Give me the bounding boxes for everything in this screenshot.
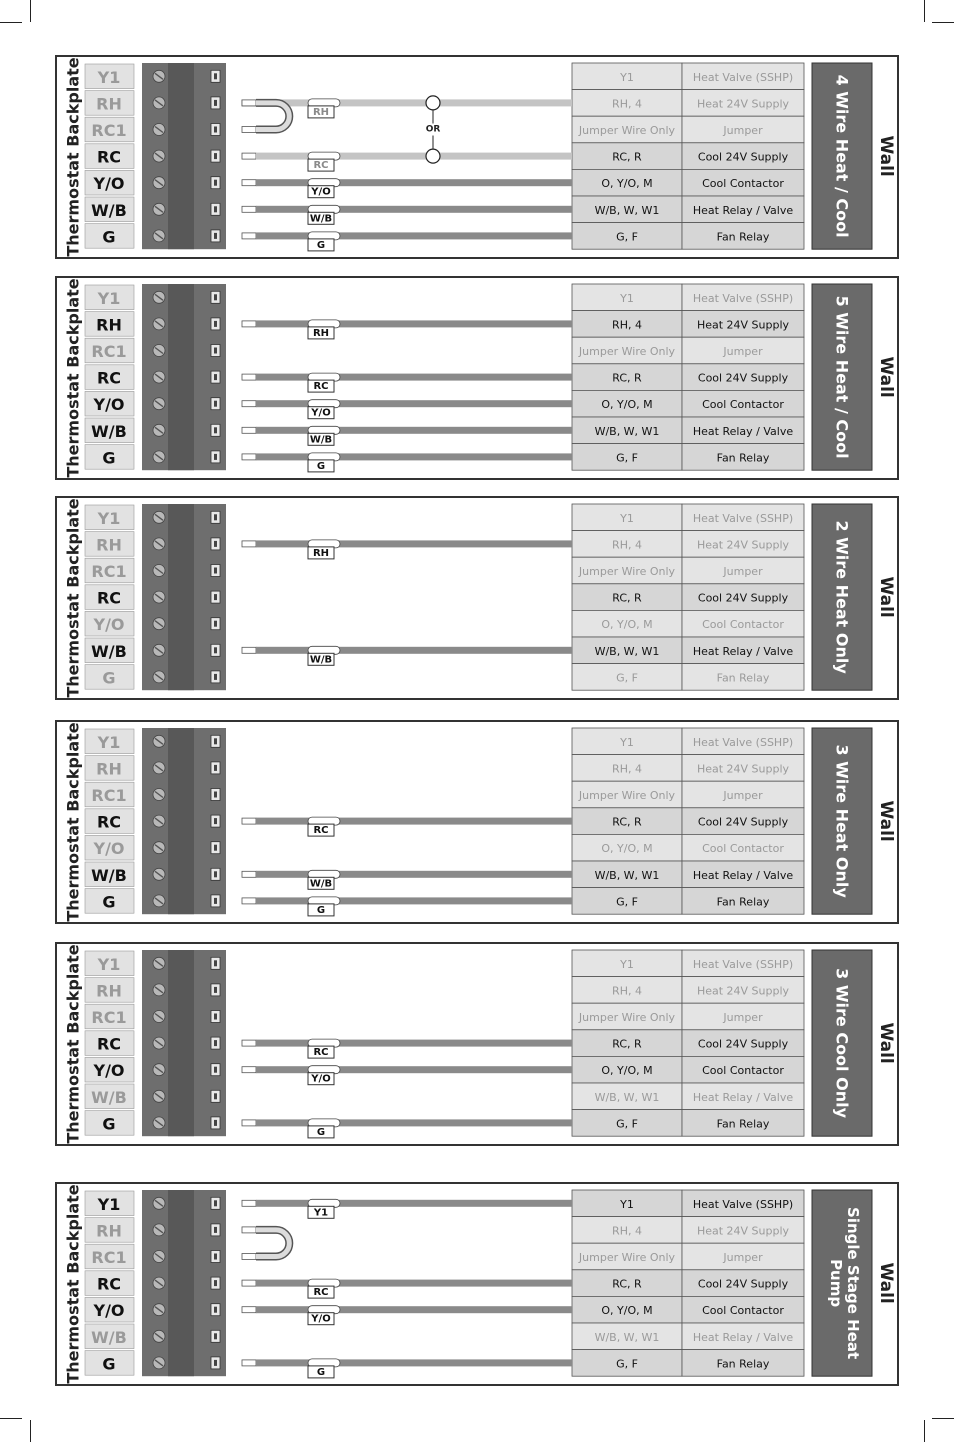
wall-wire-label: G, F <box>616 1357 638 1371</box>
wall-wire-label: O, Y/O, M <box>601 842 653 856</box>
wall-label: Wall <box>876 1262 896 1304</box>
wire-port-hole-icon <box>214 647 217 653</box>
wall-function-label: Heat Valve (SSHP) <box>692 1197 794 1211</box>
terminal-label: RC <box>96 1274 122 1294</box>
panel <box>56 497 898 699</box>
wall-wire-label: O, Y/O, M <box>601 1064 653 1078</box>
wire-port-hole-icon <box>214 1093 217 1099</box>
wall-wire-label: RH, 4 <box>612 762 642 776</box>
wire-port-hole-icon <box>214 127 217 133</box>
jumper-end <box>242 100 256 106</box>
wall-wire-label: G, F <box>616 230 638 244</box>
terminal-label: Y1 <box>97 288 121 308</box>
wall-function-label: Cool 24V Supply <box>697 150 789 164</box>
wall-function-label: Cool 24V Supply <box>697 371 789 385</box>
wall-function-label: Heat Valve (SSHP) <box>692 511 794 525</box>
terminal-label: RC <box>96 368 122 388</box>
wire-port-hole-icon <box>214 374 217 380</box>
terminal-label: W/B <box>91 641 127 661</box>
wire-stripped-end <box>242 647 256 653</box>
wire <box>256 1280 572 1287</box>
terminal-label: W/B <box>91 200 127 220</box>
wire-tag-label: RC <box>313 160 329 172</box>
wire <box>256 374 572 381</box>
wall-wire-label: W/B, W, W1 <box>594 644 660 658</box>
jumper-end <box>242 127 256 133</box>
wall-function-label: Fan Relay <box>716 230 770 244</box>
wire-port-hole-icon <box>214 1200 217 1206</box>
wire-port-hole-icon <box>214 1254 217 1260</box>
wire-port-hole-icon <box>214 427 217 433</box>
wire-tag-label: G <box>316 460 326 472</box>
terminal-label: W/B <box>91 865 127 885</box>
wire-tag-label: Y/O <box>311 186 331 198</box>
wall-wire-label: Y1 <box>620 735 634 749</box>
terminal-label: G <box>102 448 116 468</box>
wire-tag-label: RC <box>313 381 329 393</box>
wall-wire-label: RH, 4 <box>612 984 642 998</box>
wall-function-label: Cool Contactor <box>702 618 784 632</box>
terminal-block-strip <box>168 63 194 249</box>
terminal-label: RC1 <box>91 786 127 805</box>
wire <box>256 647 572 654</box>
wall-wire-label: W/B, W, W1 <box>594 424 660 438</box>
wall-function-label: Cool Contactor <box>702 842 784 856</box>
terminal-block-strip <box>168 728 194 914</box>
wall-wire-label: Y1 <box>620 1197 634 1211</box>
jumper-end <box>242 1227 256 1233</box>
jumper-end <box>242 1254 256 1260</box>
wire-port-hole-icon <box>214 1280 217 1286</box>
terminal-label: RC <box>96 812 122 832</box>
wall-function-label: Jumper <box>723 124 763 137</box>
wire-tag-label: RH <box>312 547 330 559</box>
config-title: 5 Wire Heat / Cool <box>832 295 852 459</box>
wire-stripped-end <box>242 180 256 186</box>
wire-port-hole-icon <box>214 1333 217 1339</box>
wall-wire-label: W/B, W, W1 <box>594 868 660 882</box>
wall-wire-label: G, F <box>616 451 638 465</box>
terminal-label: Y/O <box>93 395 125 415</box>
wall-function-label: Heat Relay / Valve <box>692 203 794 217</box>
wire-port-hole-icon <box>214 1360 217 1366</box>
wire <box>256 320 572 327</box>
terminal-label: G <box>102 227 116 247</box>
wall-label: Wall <box>876 576 896 618</box>
side-label: Thermostat Backplate <box>63 498 83 698</box>
wall-function-label: Jumper <box>723 345 763 358</box>
wall-wire-label: Jumper Wire Only <box>578 1251 676 1264</box>
wire-tag-label: W/B <box>309 654 333 666</box>
wire-stripped-end <box>242 871 256 877</box>
wire-port-hole-icon <box>214 1014 217 1020</box>
wire-port-hole-icon <box>214 621 217 627</box>
panel <box>56 277 898 479</box>
terminal-label: Y1 <box>97 954 121 974</box>
wall-wire-label: O, Y/O, M <box>601 177 653 191</box>
wire-tag-label: RC <box>313 825 329 837</box>
wire-port-hole-icon <box>214 818 217 824</box>
or-switch-node <box>426 149 440 163</box>
wall-function-label: Jumper <box>723 565 763 578</box>
wall-function-label: Jumper <box>723 789 763 802</box>
panel <box>56 1183 898 1385</box>
wire-port-hole-icon <box>214 100 217 106</box>
wire <box>256 897 572 904</box>
wire-port-hole-icon <box>214 987 217 993</box>
terminal-label: G <box>102 668 116 688</box>
wall-function-label: Jumper <box>723 1011 763 1024</box>
wall-function-label: Fan Relay <box>716 895 770 909</box>
wall-wire-label: RC, R <box>612 150 642 164</box>
wall-wire-label: W/B, W, W1 <box>594 1330 660 1344</box>
wall-wire-label: RH, 4 <box>612 1224 642 1238</box>
terminal-label: G <box>102 1114 116 1134</box>
side-label: Thermostat Backplate <box>63 722 83 922</box>
terminal-label: W/B <box>91 1327 127 1347</box>
wire-port-hole-icon <box>214 514 217 520</box>
wall-function-label: Fan Relay <box>716 451 770 465</box>
wall-wire-label: RH, 4 <box>612 318 642 332</box>
config-title: 4 Wire Heat / Cool <box>832 74 852 238</box>
wall-wire-label: RC, R <box>612 1277 642 1291</box>
wire-stripped-end <box>242 233 256 239</box>
wall-wire-label: Jumper Wire Only <box>578 1011 676 1024</box>
terminal-label: RC1 <box>91 121 127 140</box>
wall-wire-label: G, F <box>616 895 638 909</box>
wire-tag-label: Y/O <box>311 1313 331 1325</box>
wall-function-label: Heat Valve (SSHP) <box>692 291 794 305</box>
terminal-label: Y1 <box>97 508 121 528</box>
wire-stripped-end <box>242 1307 256 1313</box>
terminal-block-strip <box>168 284 194 470</box>
terminal-block-strip <box>168 1190 194 1376</box>
wire <box>256 1359 572 1366</box>
wall-wire-label: Y1 <box>620 70 634 84</box>
wall-wire-label: O, Y/O, M <box>601 398 653 412</box>
terminal-label: RC <box>96 147 122 167</box>
panel <box>56 721 898 923</box>
wire-tag-label: RH <box>312 327 330 339</box>
terminal-label: RH <box>96 981 122 1001</box>
terminal-label: Y/O <box>93 1301 125 1321</box>
terminal-label: RC <box>96 588 122 608</box>
config-title-line: Single Stage Heat <box>844 1207 862 1360</box>
terminal-label: Y1 <box>97 732 121 752</box>
terminal-label: RC1 <box>91 1248 127 1267</box>
terminal-label: RH <box>96 535 122 555</box>
wire-port-hole-icon <box>214 1040 217 1046</box>
wall-function-label: Heat Relay / Valve <box>692 1330 794 1344</box>
terminal-label: RC1 <box>91 1008 127 1027</box>
wall-function-label: Heat Relay / Valve <box>692 424 794 438</box>
wire-stripped-end <box>242 321 256 327</box>
wire-port-hole-icon <box>214 541 217 547</box>
wire <box>256 1066 572 1073</box>
wire <box>256 99 572 106</box>
wire <box>256 179 572 186</box>
wire-port-hole-icon <box>214 738 217 744</box>
wall-wire-label: Jumper Wire Only <box>578 789 676 802</box>
config-title: 3 Wire Heat Only <box>832 744 852 898</box>
terminal-label: Y1 <box>97 1194 121 1214</box>
wall-wire-label: RH, 4 <box>612 97 642 111</box>
wire <box>256 1119 572 1126</box>
terminal-block-strip <box>168 504 194 690</box>
wall-function-label: Jumper <box>723 1251 763 1264</box>
wall-function-label: Cool Contactor <box>702 177 784 191</box>
wall-function-label: Cool 24V Supply <box>697 815 789 829</box>
wire-port-hole-icon <box>214 845 217 851</box>
wall-function-label: Heat Relay / Valve <box>692 868 794 882</box>
wall-function-label: Heat 24V Supply <box>696 318 790 332</box>
wire <box>256 540 572 547</box>
wire <box>256 1200 572 1207</box>
wire <box>256 1306 572 1313</box>
terminal-label: Y1 <box>97 67 121 87</box>
config-title: 2 Wire Heat Only <box>832 520 852 674</box>
wire-stripped-end <box>242 1360 256 1366</box>
wire-stripped-end <box>242 1120 256 1126</box>
terminal-label: G <box>102 1354 116 1374</box>
wire-stripped-end <box>242 898 256 904</box>
wall-function-label: Fan Relay <box>716 1357 770 1371</box>
wall-function-label: Heat Relay / Valve <box>692 644 794 658</box>
terminal-label: W/B <box>91 1087 127 1107</box>
wire-stripped-end <box>242 1067 256 1073</box>
wire-port-hole-icon <box>214 454 217 460</box>
wall-wire-label: Jumper Wire Only <box>578 345 676 358</box>
wire-port-hole-icon <box>214 792 217 798</box>
wire-tag-label: G <box>316 1366 326 1378</box>
wall-function-label: Heat 24V Supply <box>696 1224 790 1238</box>
terminal-label: Y/O <box>93 615 125 635</box>
wire-stripped-end <box>242 206 256 212</box>
wire <box>256 871 572 878</box>
terminal-label: G <box>102 892 116 912</box>
terminal-label: Y/O <box>93 174 125 194</box>
wire-port-hole-icon <box>214 321 217 327</box>
wall-function-label: Heat 24V Supply <box>696 97 790 111</box>
wire-stripped-end <box>242 818 256 824</box>
wall-wire-label: Y1 <box>620 511 634 525</box>
wall-wire-label: W/B, W, W1 <box>594 1090 660 1104</box>
wire <box>256 232 572 239</box>
wall-wire-label: Jumper Wire Only <box>578 565 676 578</box>
wire-port-hole-icon <box>214 1120 217 1126</box>
wire-tag-label: G <box>316 1126 326 1138</box>
wall-function-label: Cool 24V Supply <box>697 591 789 605</box>
terminal-block-strip <box>168 950 194 1136</box>
wall-function-label: Heat 24V Supply <box>696 762 790 776</box>
wire-port-hole-icon <box>214 153 217 159</box>
or-switch-node <box>426 96 440 110</box>
wall-function-label: Heat Valve (SSHP) <box>692 735 794 749</box>
wall-wire-label: G, F <box>616 1117 638 1131</box>
wire-port-hole-icon <box>214 206 217 212</box>
wire-stripped-end <box>242 401 256 407</box>
wire-port-hole-icon <box>214 401 217 407</box>
wire-stripped-end <box>242 541 256 547</box>
wall-label: Wall <box>876 800 896 842</box>
panel <box>56 943 898 1145</box>
wall-function-label: Heat 24V Supply <box>696 538 790 552</box>
wall-function-label: Cool 24V Supply <box>697 1037 789 1051</box>
wire-port-hole-icon <box>214 960 217 966</box>
terminal-label: RC1 <box>91 342 127 361</box>
wall-function-label: Fan Relay <box>716 671 770 685</box>
wall-wire-label: G, F <box>616 671 638 685</box>
terminal-label: W/B <box>91 421 127 441</box>
wall-wire-label: O, Y/O, M <box>601 618 653 632</box>
wire-tag-label: Y1 <box>313 1207 329 1219</box>
wire-tag-label: G <box>316 904 326 916</box>
wire <box>256 1040 572 1047</box>
terminal-label: Y/O <box>93 1061 125 1081</box>
wall-wire-label: W/B, W, W1 <box>594 203 660 217</box>
wire-port-hole-icon <box>214 1307 217 1313</box>
terminal-label: RH <box>96 759 122 779</box>
wire-port-hole-icon <box>214 568 217 574</box>
wall-wire-label: RC, R <box>612 591 642 605</box>
wall-function-label: Cool Contactor <box>702 1304 784 1318</box>
wire-port-hole-icon <box>214 765 217 771</box>
wire-stripped-end <box>242 153 256 159</box>
wire-port-hole-icon <box>214 871 217 877</box>
wire <box>256 206 572 213</box>
wire-tag-label: Y/O <box>311 407 331 419</box>
wire-port-hole-icon <box>214 594 217 600</box>
wall-function-label: Heat Valve (SSHP) <box>692 70 794 84</box>
wire <box>256 818 572 825</box>
wire-tag-label: W/B <box>309 878 333 890</box>
wire-tag-label: RC <box>313 1287 329 1299</box>
terminal-label: RC <box>96 1034 122 1054</box>
wall-wire-label: RH, 4 <box>612 538 642 552</box>
wire <box>256 427 572 434</box>
wire-port-hole-icon <box>214 348 217 354</box>
wall-wire-label: RC, R <box>612 371 642 385</box>
side-label: Thermostat Backplate <box>63 278 83 478</box>
terminal-label: RC1 <box>91 562 127 581</box>
wire-port-hole-icon <box>214 1067 217 1073</box>
wire-stripped-end <box>242 454 256 460</box>
wire-port-hole-icon <box>214 898 217 904</box>
wire-port-hole-icon <box>214 674 217 680</box>
config-title: 3 Wire Cool Only <box>832 968 852 1119</box>
wire-tag-label: RH <box>312 106 330 118</box>
wall-function-label: Heat Valve (SSHP) <box>692 957 794 971</box>
wire-tag-label: Y/O <box>311 1073 331 1085</box>
wire-port-hole-icon <box>214 233 217 239</box>
wire-stripped-end <box>242 374 256 380</box>
wall-function-label: Cool Contactor <box>702 398 784 412</box>
wire-stripped-end <box>242 1200 256 1206</box>
or-label: OR <box>425 124 441 135</box>
terminal-label: RH <box>96 1221 122 1241</box>
config-title-line: Pump <box>827 1259 845 1308</box>
wall-function-label: Heat Relay / Valve <box>692 1090 794 1104</box>
wire <box>256 453 572 460</box>
wire-port-hole-icon <box>214 73 217 79</box>
wire-tag-label: W/B <box>309 434 333 446</box>
wire-stripped-end <box>242 427 256 433</box>
wire-stripped-end <box>242 1280 256 1286</box>
side-label: Thermostat Backplate <box>63 1184 83 1384</box>
panel <box>56 56 898 258</box>
terminal-label: RH <box>96 94 122 114</box>
wire-port-hole-icon <box>214 1227 217 1233</box>
wire-stripped-end <box>242 1040 256 1046</box>
wire-tag-label: RC <box>313 1047 329 1059</box>
wall-wire-label: RC, R <box>612 1037 642 1051</box>
wall-function-label: Cool Contactor <box>702 1064 784 1078</box>
wall-function-label: Fan Relay <box>716 1117 770 1131</box>
wall-label: Wall <box>876 356 896 398</box>
wire <box>256 153 572 160</box>
wall-wire-label: Y1 <box>620 291 634 305</box>
wire-tag-label: W/B <box>309 213 333 225</box>
wall-wire-label: O, Y/O, M <box>601 1304 653 1318</box>
terminal-label: Y/O <box>93 839 125 859</box>
wall-label: Wall <box>876 1022 896 1064</box>
wire-port-hole-icon <box>214 180 217 186</box>
wall-label: Wall <box>876 135 896 177</box>
wire-tag-label: G <box>316 239 326 251</box>
side-label: Thermostat Backplate <box>63 944 83 1144</box>
wall-function-label: Heat 24V Supply <box>696 984 790 998</box>
terminal-label: RH <box>96 315 122 335</box>
wire <box>256 400 572 407</box>
wall-function-label: Cool 24V Supply <box>697 1277 789 1291</box>
wall-wire-label: Y1 <box>620 957 634 971</box>
wire-port-hole-icon <box>214 294 217 300</box>
side-label: Thermostat Backplate <box>63 57 83 257</box>
wall-wire-label: RC, R <box>612 815 642 829</box>
wall-wire-label: Jumper Wire Only <box>578 124 676 137</box>
